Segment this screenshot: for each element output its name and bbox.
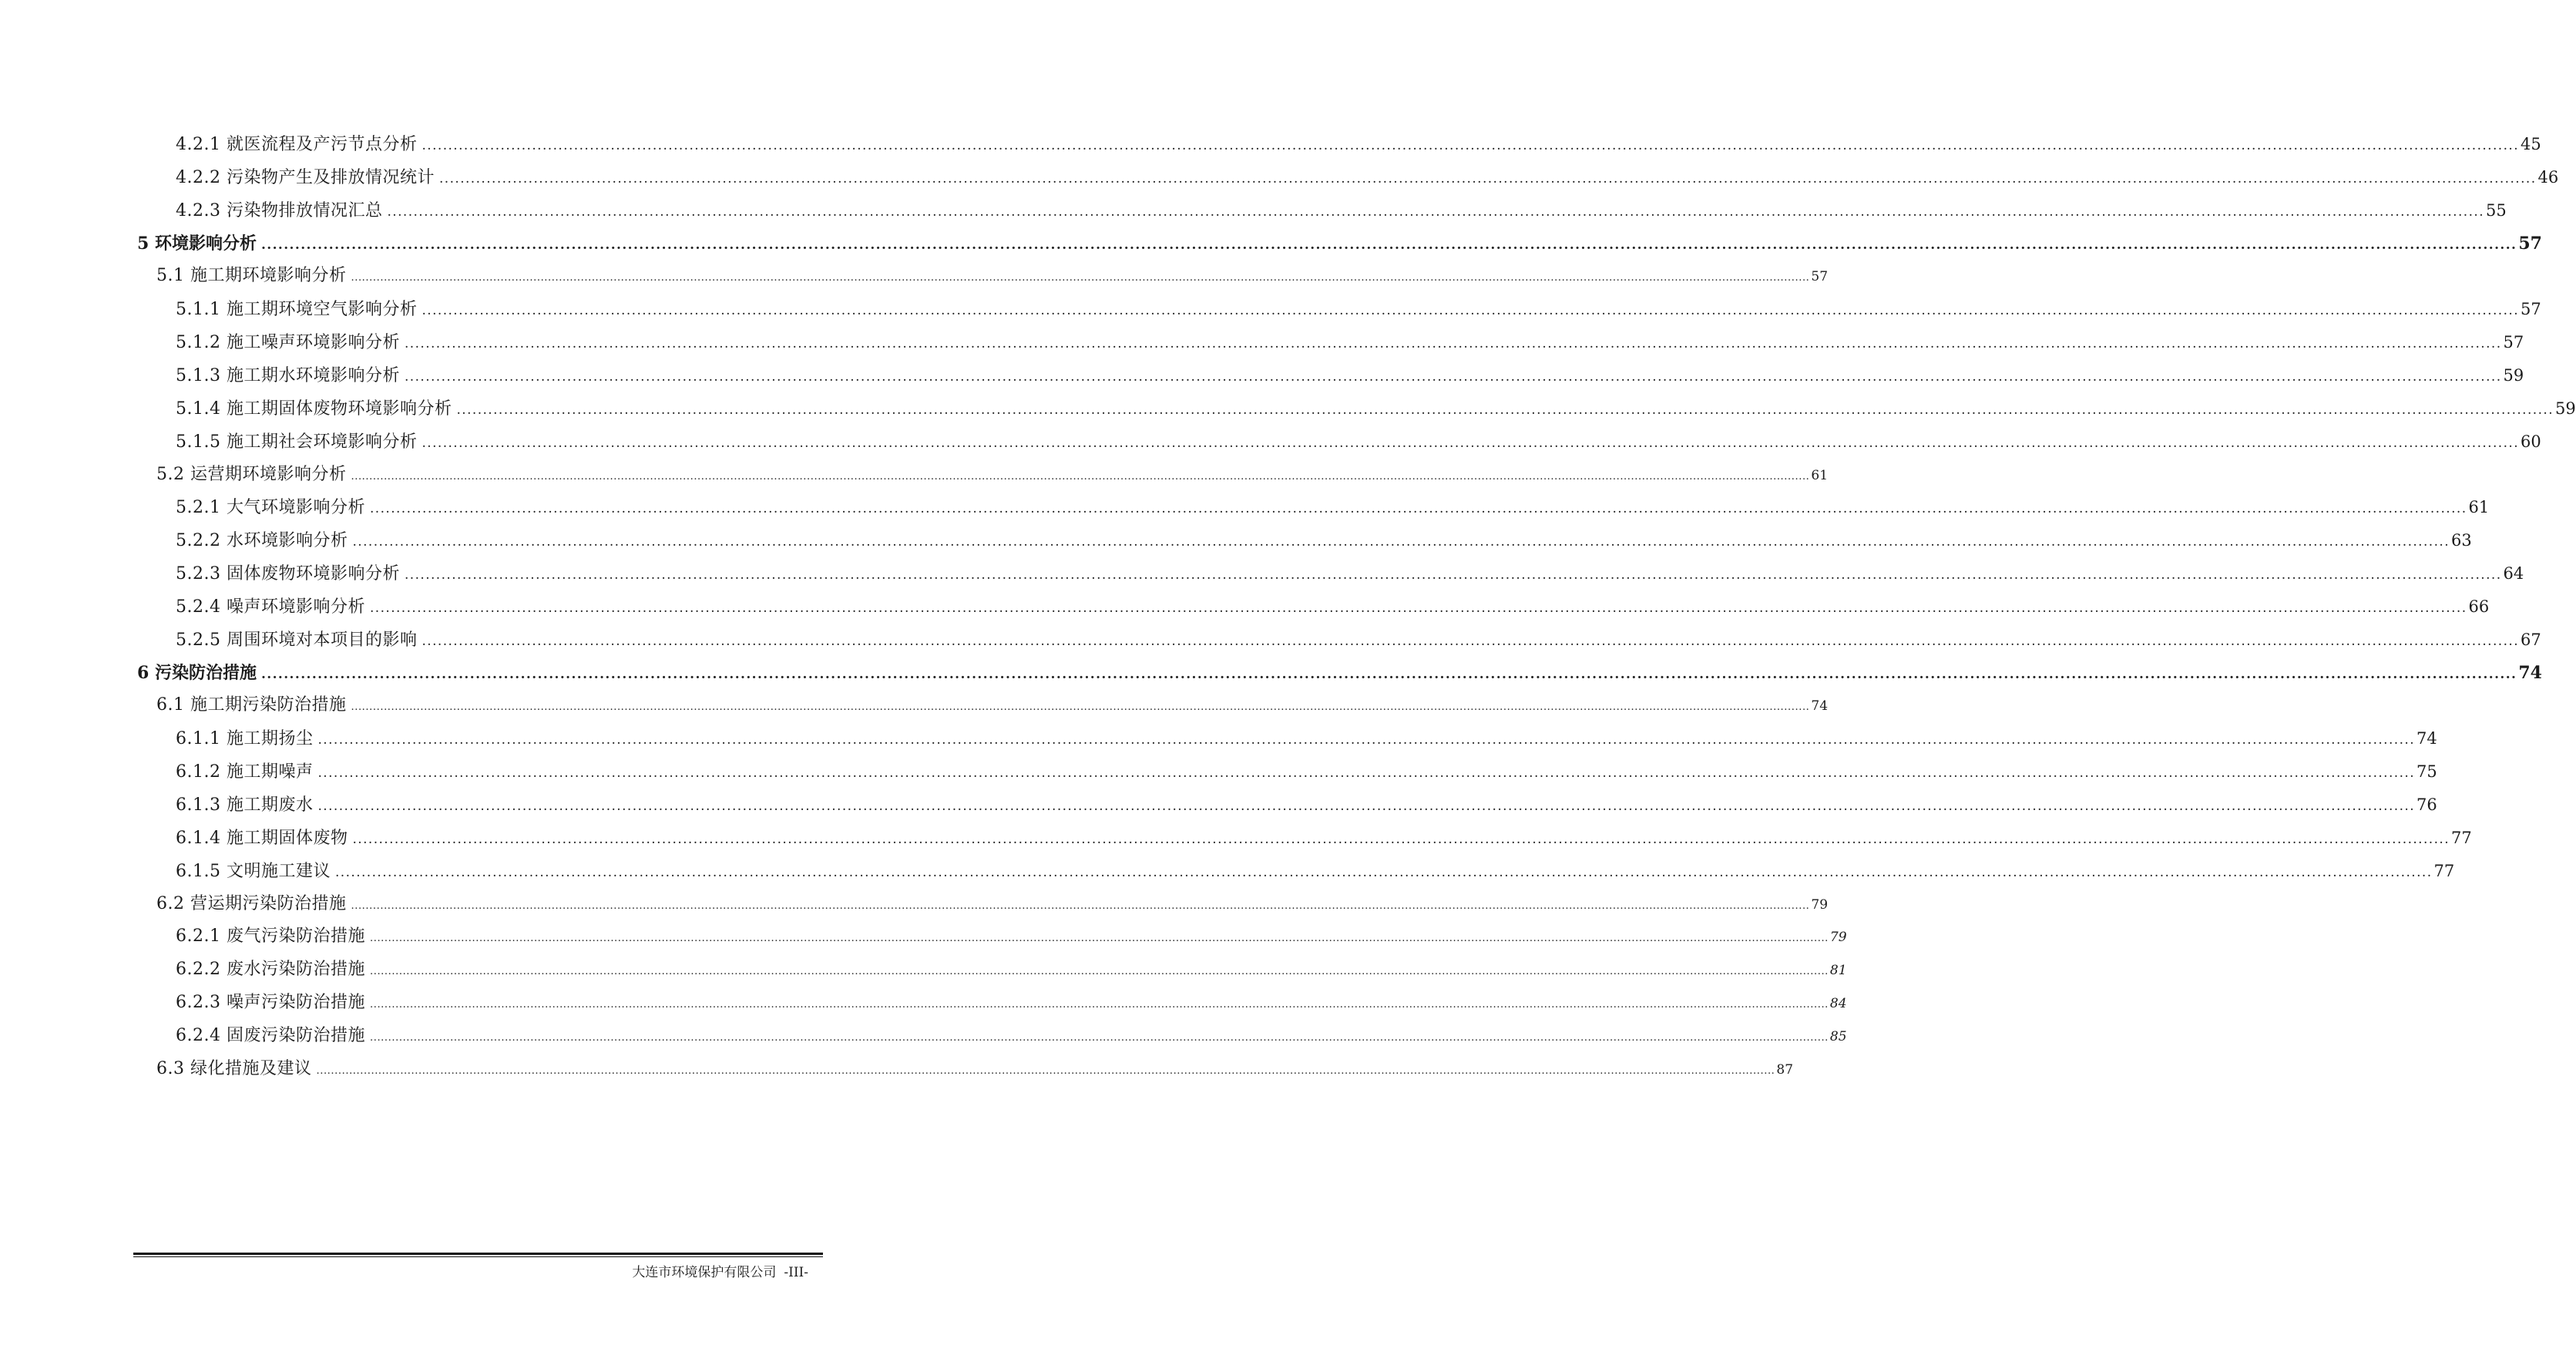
toc-dot-leader: ................................................................................................................................................................................................................................................................................................................................................................................................................ — [317, 732, 2416, 748]
toc-dot-leader: ................................................................................................................................................................................................................................................................................................................................................................................................................ — [404, 368, 2502, 385]
toc-entry-title: 6.2.1 废气污染防治措施 — [176, 927, 365, 947]
toc-entry-page: 63 — [2451, 531, 2472, 550]
toc-entry-page: 84 — [1829, 996, 1847, 1012]
toc-dot-leader: ................................................................................................................................................................................................................................................................................................................................................................................................................ — [369, 999, 1829, 1011]
toc-entry[interactable] — [176, 429, 2541, 454]
toc-entry[interactable] — [156, 462, 1829, 487]
toc-entry-title: 5.1.5 施工期社会环境影响分析 — [176, 432, 418, 452]
toc-dot-leader: ................................................................................................................................................................................................................................................................................................................................................................................................................ — [317, 765, 2416, 782]
toc-entry-page: 60 — [2521, 432, 2541, 451]
toc-entry-title: 5.1.2 施工噪声环境影响分析 — [176, 333, 400, 353]
toc-dot-leader: ................................................................................................................................................................................................................................................................................................................................................................................................................ — [438, 170, 2537, 187]
toc-entry-title: 6.1.1 施工期扬尘 — [176, 729, 314, 749]
toc-entry[interactable] — [156, 264, 1829, 288]
toc-dot-leader: ................................................................................................................................................................................................................................................................................................................................................................................................................ — [421, 138, 2520, 153]
toc-entry-title: 6.2.2 废水污染防治措施 — [176, 960, 365, 980]
toc-dot-leader: ................................................................................................................................................................................................................................................................................................................................................................................................................ — [369, 966, 1829, 978]
toc-entry[interactable] — [176, 792, 2437, 817]
toc-dot-leader: ................................................................................................................................................................................................................................................................................................................................................................................................................ — [404, 336, 2502, 352]
toc-entry-page: 57 — [1811, 269, 1829, 285]
toc-entry-title: 5.2.1 大气环境影响分析 — [176, 498, 365, 518]
toc-dot-leader: ................................................................................................................................................................................................................................................................................................................................................................................................................ — [260, 666, 2517, 682]
toc-dot-leader: ................................................................................................................................................................................................................................................................................................................................................................................................................ — [369, 600, 2467, 616]
toc-entry[interactable] — [176, 165, 2559, 190]
toc-entry[interactable] — [176, 198, 2507, 223]
toc-entry[interactable] — [176, 594, 2490, 619]
toc-entry-page: 45 — [2521, 135, 2541, 153]
toc-entry-page: 77 — [2433, 861, 2455, 880]
toc-entry-page: 55 — [2486, 200, 2507, 220]
toc-entry-page: 64 — [2503, 564, 2524, 584]
toc-entry[interactable] — [176, 726, 2437, 751]
toc-entry-title: 6.2.4 固废污染防治措施 — [176, 1025, 365, 1045]
toc-entry-page: 59 — [2555, 399, 2576, 418]
toc-entry[interactable] — [156, 693, 1829, 718]
toc-entry-page: 61 — [2468, 498, 2490, 517]
toc-entry-title: 4.2.3 污染物排放情况汇总 — [176, 200, 383, 220]
toc-entry-title: 4.2.2 污染物产生及排放情况统计 — [176, 167, 435, 187]
toc-entry-page: 67 — [2521, 630, 2541, 649]
toc-entry[interactable] — [156, 892, 1829, 916]
toc-entry-page: 74 — [1811, 698, 1829, 715]
toc-dot-leader: ................................................................................................................................................................................................................................................................................................................................................................................................................ — [421, 633, 2520, 649]
toc-entry-page: 61 — [1811, 467, 1829, 483]
footer-company: 大连市环境保护有限公司 — [632, 1265, 777, 1280]
toc-entry-page: 74 — [2416, 729, 2437, 748]
toc-entry-title: 5.1.3 施工期水环境影响分析 — [176, 365, 400, 385]
toc-dot-leader: ................................................................................................................................................................................................................................................................................................................................................................................................................ — [369, 933, 1829, 945]
toc-entry-page: 77 — [2451, 828, 2472, 847]
toc-entry-page: 79 — [1811, 896, 1829, 913]
toc-entry[interactable] — [137, 231, 2542, 256]
toc-dot-leader: ................................................................................................................................................................................................................................................................................................................................................................................................................ — [352, 831, 2450, 847]
toc-entry-page: 81 — [1829, 963, 1847, 979]
toc-dot-leader: ................................................................................................................................................................................................................................................................................................................................................................................................................ — [404, 567, 2502, 584]
toc-entry-page: 79 — [1829, 930, 1847, 946]
toc-dot-leader: ................................................................................................................................................................................................................................................................................................................................................................................................................ — [369, 501, 2467, 517]
toc-entry-title: 6.1 施工期污染防治措施 — [156, 695, 347, 715]
toc-entry-page: 57 — [2518, 233, 2542, 254]
toc-entry-title: 6.1.5 文明施工建议 — [176, 861, 331, 881]
toc-dot-leader: ................................................................................................................................................................................................................................................................................................................................................................................................................ — [421, 435, 2520, 451]
toc-dot-leader: ................................................................................................................................................................................................................................................................................................................................................................................................................ — [421, 303, 2520, 319]
toc-dot-leader: ................................................................................................................................................................................................................................................................................................................................................................................................................ — [351, 701, 1810, 714]
toc-dot-leader: ................................................................................................................................................................................................................................................................................................................................................................................................................ — [334, 864, 2433, 880]
toc-entry-title: 5.2.5 周围环境对本项目的影响 — [176, 630, 418, 650]
toc-dot-leader: ................................................................................................................................................................................................................................................................................................................................................................................................................ — [456, 402, 2554, 418]
toc-entry[interactable] — [156, 1057, 1794, 1081]
toc-entry-title: 6.2 营运期污染防治措施 — [156, 893, 347, 913]
footer-rule-thick — [133, 1253, 823, 1255]
toc-entry[interactable] — [176, 759, 2437, 784]
toc-entry[interactable] — [176, 990, 1847, 1015]
toc-entry-page: 59 — [2503, 365, 2524, 385]
toc-entry[interactable] — [176, 396, 2576, 421]
toc-entry-title: 5.1 施工期环境影响分析 — [156, 266, 347, 286]
toc-dot-leader: ................................................................................................................................................................................................................................................................................................................................................................................................................ — [316, 1064, 1775, 1077]
footer-rule-thin — [133, 1256, 823, 1257]
toc-entry-title: 6.1.4 施工期固体废物 — [176, 828, 348, 848]
toc-entry-page: 75 — [2416, 762, 2437, 782]
toc-entry[interactable] — [176, 826, 2472, 850]
page-footer — [632, 1261, 808, 1280]
toc-entry-page: 57 — [2521, 300, 2541, 319]
toc-entry-title: 6.3 绿化措施及建议 — [156, 1058, 312, 1078]
toc-entry-title: 6.2.3 噪声污染防治措施 — [176, 993, 365, 1013]
toc-dot-leader: ................................................................................................................................................................................................................................................................................................................................................................................................................ — [351, 272, 1810, 284]
toc-entry-title: 5.2.3 固体废物环境影响分析 — [176, 564, 400, 584]
toc-entry-title: 5.2.2 水环境影响分析 — [176, 531, 348, 551]
toc-entry-title: 4.2.1 就医流程及产污节点分析 — [176, 135, 418, 154]
toc-entry[interactable] — [176, 561, 2524, 586]
toc-dot-leader: ................................................................................................................................................................................................................................................................................................................................................................................................................ — [260, 237, 2517, 253]
toc-entry-title: 5.1.4 施工期固体废物环境影响分析 — [176, 399, 452, 419]
footer-page-number: -III- — [784, 1265, 808, 1280]
toc-entry-title: 5 环境影响分析 — [137, 233, 257, 254]
toc-entry-page: 74 — [2518, 662, 2542, 683]
toc-entry[interactable] — [176, 528, 2472, 553]
toc-entry[interactable] — [176, 957, 1847, 982]
toc-entry[interactable] — [176, 132, 2541, 156]
toc-entry-page: 85 — [1829, 1028, 1847, 1044]
toc-entry[interactable] — [176, 859, 2455, 883]
toc-entry-title: 6 污染防治措施 — [137, 662, 257, 683]
toc-entry-page: 76 — [2416, 795, 2437, 814]
toc-entry-title: 5.2.4 噪声环境影响分析 — [176, 597, 365, 617]
toc-dot-leader: ................................................................................................................................................................................................................................................................................................................................................................................................................ — [351, 470, 1810, 483]
toc-entry-page: 57 — [2503, 333, 2524, 352]
toc-dot-leader: ................................................................................................................................................................................................................................................................................................................................................................................................................ — [352, 534, 2450, 550]
toc-dot-leader: ................................................................................................................................................................................................................................................................................................................................................................................................................ — [369, 1031, 1829, 1044]
toc-dot-leader: ................................................................................................................................................................................................................................................................................................................................................................................................................ — [387, 203, 2485, 220]
toc-entry-title: 6.1.3 施工期废水 — [176, 795, 314, 815]
toc-dot-leader: ................................................................................................................................................................................................................................................................................................................................................................................................................ — [351, 900, 1810, 912]
toc-entry[interactable] — [176, 297, 2541, 321]
toc-entry-page: 66 — [2468, 597, 2490, 616]
toc-entry[interactable] — [137, 661, 2542, 685]
toc-entry[interactable] — [176, 627, 2541, 652]
toc-entry-title: 5.2 运营期环境影响分析 — [156, 464, 347, 484]
toc-entry-title: 6.1.2 施工期噪声 — [176, 762, 314, 782]
toc-entry-page: 46 — [2537, 167, 2559, 187]
toc-entry[interactable] — [176, 495, 2490, 520]
toc-entry[interactable] — [176, 924, 1847, 949]
toc-entry[interactable] — [176, 330, 2524, 355]
toc-dot-leader: ................................................................................................................................................................................................................................................................................................................................................................................................................ — [317, 799, 2416, 814]
toc-entry[interactable] — [176, 1024, 1847, 1048]
toc-entry-page: 87 — [1776, 1061, 1794, 1078]
toc-entry[interactable] — [176, 363, 2524, 388]
toc-entry-title: 5.1.1 施工期环境空气影响分析 — [176, 300, 418, 320]
